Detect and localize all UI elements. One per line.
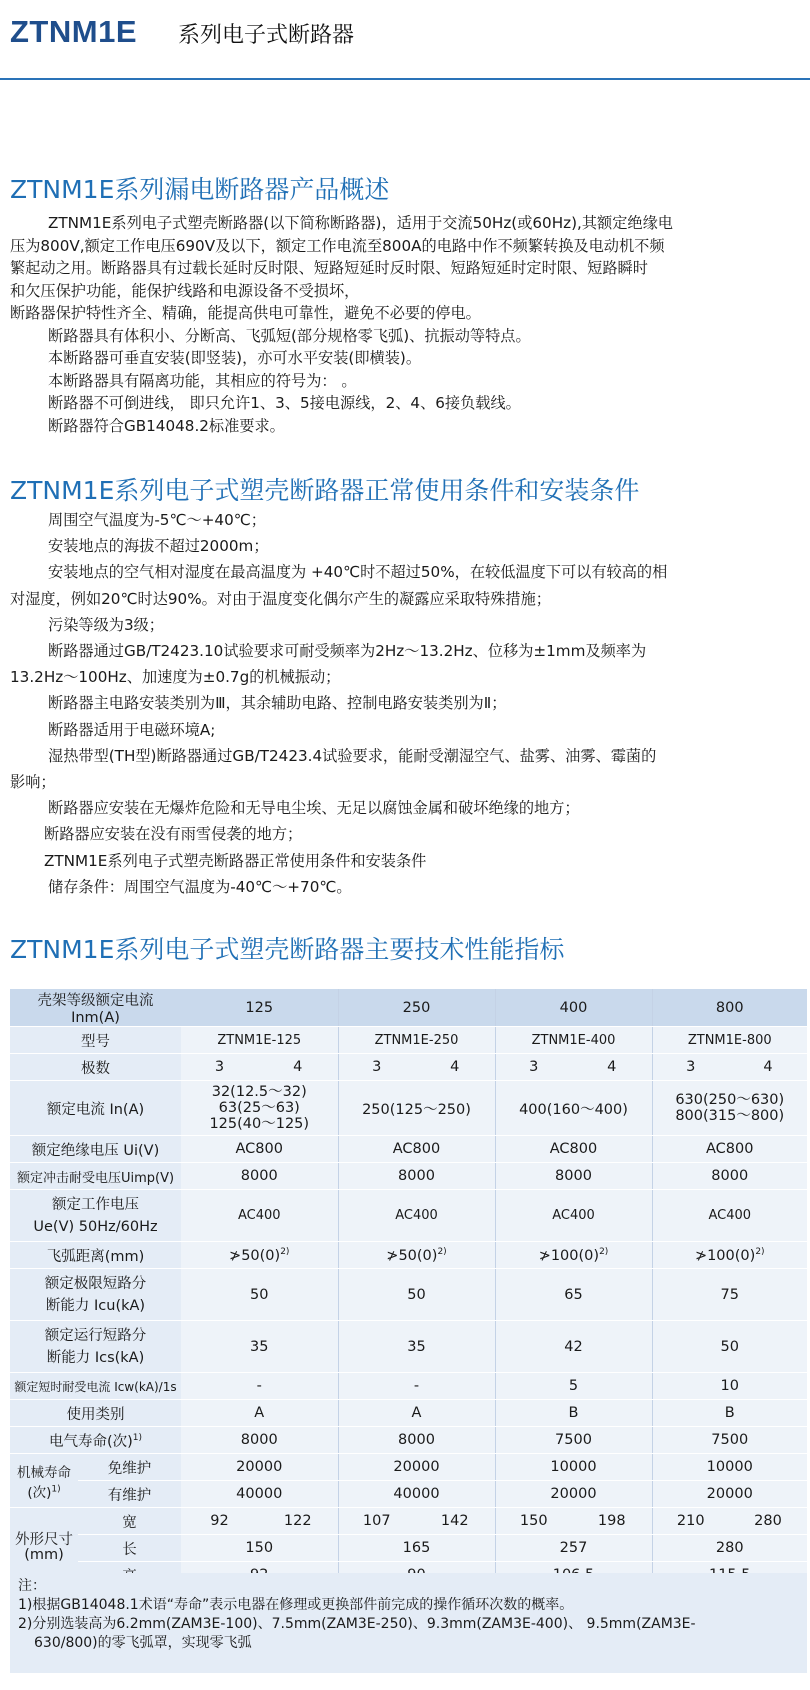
- paragraph-line: 污染等级为3级；: [48, 615, 164, 634]
- paragraph-line: ZTNM1E系列电子式塑壳断路器正常使用条件和安装条件: [44, 851, 427, 870]
- paragraph-line: 断路器不可倒进线， 即只允许1、3、5接电源线，2、4、6接负载线。: [48, 394, 521, 412]
- elec-life-value: 7500: [495, 1427, 652, 1454]
- arc-value-text: ≯50(0): [386, 1247, 438, 1264]
- footnote-ref: 2): [437, 1246, 447, 1257]
- note-line: 630/800)的零飞弧罩，实现零飞弧: [34, 1635, 252, 1651]
- note-line: 2)分别选装高为6.2mm(ZAM3E-100)、7.5mm(ZAM3E-250)、9.3mm(ZAM3E-400)、 9.5mm(ZAM3E-: [18, 1616, 696, 1632]
- ue-label-line: Ue(V) 50Hz/60Hz: [33, 1218, 158, 1235]
- rated-current-line: 800(315～800): [675, 1108, 785, 1124]
- paragraph-line: 断路器主电路安装类别为Ⅲ，其余辅助电路、控制电路安装类别为Ⅱ；: [48, 694, 507, 713]
- table-row: [10, 1535, 807, 1562]
- model-value: ZTNM1E-250: [338, 1027, 495, 1054]
- poles-value: 4: [729, 1054, 807, 1081]
- frame-value: 125: [181, 989, 338, 1027]
- poles-value: 4: [572, 1054, 652, 1081]
- icw-value: -: [181, 1373, 338, 1400]
- uimp-value: 8000: [181, 1163, 338, 1190]
- rated-current-label: 额定电流 In(A): [10, 1081, 181, 1136]
- ui-label: 额定绝缘电压 Ui(V): [10, 1136, 181, 1163]
- ics-value: 42: [495, 1321, 652, 1373]
- width-value: 210: [652, 1508, 729, 1535]
- paragraph-line: 断路器保护特性齐全、精确，能提高供电可靠性，避免不必要的停电。: [10, 304, 481, 322]
- ics-value: 35: [338, 1321, 495, 1373]
- table-row: [10, 1454, 807, 1481]
- model-value: ZTNM1E-800: [652, 1027, 807, 1054]
- icu-value: 75: [652, 1269, 807, 1321]
- table-row: [10, 1136, 807, 1163]
- conditions-body: [10, 507, 765, 900]
- overview-title: ZTNM1E系列漏电断路器产品概述: [10, 175, 390, 204]
- paragraph-line: 断路器通过GB/T2423.10试验要求可耐受频率为2Hz～13.2Hz、位移为±1mm及频率为: [48, 642, 647, 661]
- paragraph-line: 对湿度，例如20℃时达90%。对由于温度变化偶尔产生的凝露应采取特殊措施；: [10, 589, 551, 608]
- model-label: 型号: [10, 1027, 181, 1054]
- rated-current-line: 32(12.5～32): [211, 1084, 307, 1100]
- note-line: 1)根据GB14048.1术语“寿命”表示电器在修理或更换部件前完成的操作循环次数的概率。: [18, 1597, 574, 1613]
- dims-label-line: (mm): [24, 1547, 64, 1563]
- width-value: 142: [415, 1508, 495, 1535]
- table-row: [10, 1054, 807, 1081]
- poles-value: 3: [338, 1054, 415, 1081]
- mech-free-value: 10000: [495, 1454, 652, 1481]
- paragraph-line: 本断路器具有隔离功能，其相应的符号为： 。: [48, 371, 357, 390]
- paragraph-line: 湿热带型(TH型)断路器通过GB/T2423.4试验要求，能耐受潮湿空气、盐雾、油雾、霉菌的: [48, 746, 657, 765]
- category-value: A: [338, 1400, 495, 1427]
- mech-maint-label: 有维护: [78, 1481, 181, 1508]
- width-value: 92: [181, 1508, 258, 1535]
- header-divider: [0, 78, 810, 80]
- category-value: B: [495, 1400, 652, 1427]
- frame-label: 壳架等级额定电流 Inm(A): [10, 989, 181, 1027]
- paragraph-line: 断路器应安装在无爆炸危险和无导电尘埃、无足以腐蚀金属和破坏绝缘的地方；: [48, 799, 580, 818]
- mech-free-value: 20000: [338, 1454, 495, 1481]
- model-value: ZTNM1E-125: [181, 1027, 338, 1054]
- length-value: 257: [495, 1535, 652, 1562]
- brand-title: ZTNM1E: [10, 14, 137, 49]
- rated-current-value: 400(160～400): [495, 1081, 652, 1136]
- category-value: A: [181, 1400, 338, 1427]
- elec-life-text: 电气寿命(次): [48, 1433, 133, 1450]
- table-row: [10, 1027, 807, 1054]
- ue-value: AC400: [652, 1190, 807, 1242]
- arc-value: [495, 1242, 652, 1269]
- poles-value: 3: [652, 1054, 729, 1081]
- footnote-ref: 2): [599, 1246, 609, 1257]
- table-row: [10, 1081, 807, 1136]
- arc-value: [181, 1242, 338, 1269]
- category-label: 使用类别: [10, 1400, 181, 1427]
- paragraph-line: 本断路器可垂直安装(即竖装)，亦可水平安装(即横装)。: [48, 349, 422, 367]
- elec-life-value: 8000: [181, 1427, 338, 1454]
- paragraph-line: 和欠压保护功能，能保护线路和电源设备不受损坏，: [10, 281, 360, 300]
- overview-body: [10, 212, 765, 437]
- footnote-ref: 1): [51, 1484, 61, 1494]
- arc-value-text: ≯100(0): [694, 1247, 756, 1264]
- paragraph-line: 周围空气温度为-5℃～+40℃；: [48, 511, 266, 529]
- ue-label-line: 额定工作电压: [52, 1196, 139, 1213]
- poles-value: 3: [495, 1054, 572, 1081]
- paragraph-line: 断路器具有体积小、分断高、飞弧短(部分规格零飞弧)、抗振动等特点。: [48, 326, 531, 345]
- ue-value: AC400: [495, 1190, 652, 1242]
- poles-value: 4: [258, 1054, 338, 1081]
- paragraph-line: 断路器符合GB14048.2标准要求。: [48, 416, 285, 435]
- poles-value: 4: [415, 1054, 495, 1081]
- notes-content: [18, 1577, 696, 1653]
- ui-value: AC800: [338, 1136, 495, 1163]
- paragraph-line: 储存条件：周围空气温度为-40℃～+70℃。: [48, 877, 352, 896]
- mech-free-value: 10000: [652, 1454, 807, 1481]
- ue-value: AC400: [181, 1190, 338, 1242]
- notes-title: 注：: [18, 1578, 46, 1594]
- poles-value: 3: [181, 1054, 258, 1081]
- paragraph-line: 断路器应安装在没有雨雪侵袭的地方；: [44, 825, 303, 844]
- icu-label: [10, 1269, 181, 1321]
- elec-life-label: [10, 1427, 181, 1454]
- ui-value: AC800: [495, 1136, 652, 1163]
- mech-free-label: 免维护: [78, 1454, 181, 1481]
- table-row: [10, 1321, 807, 1373]
- table-row: [10, 1190, 807, 1242]
- icu-value: 65: [495, 1269, 652, 1321]
- paragraph-line: 断路器适用于电磁环境A;: [48, 720, 216, 739]
- paragraph-line: 13.2Hz～100Hz、加速度为±0.7g的机械振动；: [10, 668, 341, 687]
- length-value: 280: [652, 1535, 807, 1562]
- table-row: [10, 1508, 807, 1535]
- paragraph-line: 影响；: [10, 773, 56, 792]
- mech-maint-value: 20000: [652, 1481, 807, 1508]
- length-value: 150: [181, 1535, 338, 1562]
- arc-value-text: ≯50(0): [229, 1247, 281, 1264]
- ics-value: 35: [181, 1321, 338, 1373]
- frame-value: 400: [495, 989, 652, 1027]
- icw-label: 额定短时耐受电流 Icw(kA)/1s: [10, 1373, 181, 1400]
- table-row: [10, 1269, 807, 1321]
- ui-value: AC800: [181, 1136, 338, 1163]
- mech-life-text: 机械寿命(次): [17, 1464, 71, 1501]
- table-row: [10, 989, 807, 1027]
- paragraph-line: 安装地点的空气相对湿度在最高温度为 +40℃时不超过50%，在较低温度下可以有较高的相: [48, 563, 668, 582]
- length-label: 长: [78, 1535, 181, 1562]
- poles-label: 极数: [10, 1054, 181, 1081]
- ue-label: [10, 1190, 181, 1242]
- rated-current-value: 250(125～250): [338, 1081, 495, 1136]
- uimp-value: 8000: [652, 1163, 807, 1190]
- width-label: 宽: [78, 1508, 181, 1535]
- icu-value: 50: [338, 1269, 495, 1321]
- mech-maint-value: 20000: [495, 1481, 652, 1508]
- paragraph-line: 压为800V,额定工作电压690V及以下，额定工作电流至800A的电路中作不频繁转换及电动机不频: [10, 236, 665, 255]
- footnote-ref: 2): [280, 1246, 290, 1257]
- mech-maint-value: 40000: [338, 1481, 495, 1508]
- width-value: 107: [338, 1508, 415, 1535]
- spec-table: [10, 989, 807, 1589]
- category-value: B: [652, 1400, 807, 1427]
- elec-life-value: 8000: [338, 1427, 495, 1454]
- arc-value: [652, 1242, 807, 1269]
- table-row: [10, 1481, 807, 1508]
- table-row: [10, 1242, 807, 1269]
- icw-value: 10: [652, 1373, 807, 1400]
- icw-value: 5: [495, 1373, 652, 1400]
- uimp-value: 8000: [338, 1163, 495, 1190]
- ics-label: [10, 1321, 181, 1373]
- width-value: 198: [572, 1508, 652, 1535]
- conditions-title: ZTNM1E系列电子式塑壳断路器正常使用条件和安装条件: [10, 476, 640, 505]
- frame-value: 800: [652, 989, 807, 1027]
- uimp-label: 额定冲击耐受电压Uimp(V): [10, 1163, 181, 1190]
- icu-label-line: 额定极限短路分: [44, 1275, 147, 1292]
- rated-current-line: 63(25～63): [218, 1100, 300, 1116]
- arc-value-text: ≯100(0): [538, 1247, 600, 1264]
- rated-current-line: 125(40～125): [209, 1116, 310, 1132]
- footnote-ref: 2): [755, 1246, 765, 1257]
- paragraph-line: ZTNM1E系列电子式塑壳断路器(以下简称断路器)，适用于交流50Hz(或60Hz),其额定绝缘电: [48, 214, 673, 232]
- table-row: [10, 1373, 807, 1400]
- icw-value: -: [338, 1373, 495, 1400]
- icu-label-line: 断能力 Icu(kA): [45, 1297, 146, 1314]
- table-row: [10, 1427, 807, 1454]
- icu-value: 50: [181, 1269, 338, 1321]
- width-value: 280: [729, 1508, 807, 1535]
- mech-free-value: 20000: [181, 1454, 338, 1481]
- rated-current-value: [652, 1081, 807, 1136]
- rated-current-value: [181, 1081, 338, 1136]
- arc-value: [338, 1242, 495, 1269]
- table-row: [10, 1400, 807, 1427]
- paragraph-line: 安装地点的海拔不超过2000m；: [48, 537, 269, 556]
- width-value: 122: [258, 1508, 338, 1535]
- footnote-ref: 1): [132, 1432, 143, 1443]
- ics-label-line: 断能力 Ics(kA): [46, 1349, 145, 1366]
- page-subtitle: 系列电子式断路器: [178, 23, 355, 48]
- elec-life-value: 7500: [652, 1427, 807, 1454]
- length-value: 165: [338, 1535, 495, 1562]
- width-value: 150: [495, 1508, 572, 1535]
- notes-box: [10, 1573, 807, 1673]
- paragraph-line: 繁起动之用。断路器具有过载长延时反时限、短路短延时反时限、短路短延时定时限、短路瞬时: [10, 259, 648, 277]
- ui-value: AC800: [652, 1136, 807, 1163]
- page-header: [0, 0, 810, 82]
- ics-label-line: 额定运行短路分: [44, 1327, 147, 1344]
- table-row: [10, 1163, 807, 1190]
- dims-label-line: 外形尺寸: [15, 1532, 73, 1548]
- mech-life-label: [10, 1454, 78, 1508]
- ics-value: 50: [652, 1321, 807, 1373]
- model-value: ZTNM1E-400: [495, 1027, 652, 1054]
- specs-title: ZTNM1E系列电子式塑壳断路器主要技术性能指标: [10, 935, 565, 964]
- arc-label: 飞弧距离(mm): [10, 1242, 181, 1269]
- frame-value: 250: [338, 989, 495, 1027]
- rated-current-line: 630(250～630): [675, 1092, 785, 1108]
- uimp-value: 8000: [495, 1163, 652, 1190]
- ue-value: AC400: [338, 1190, 495, 1242]
- mech-maint-value: 40000: [181, 1481, 338, 1508]
